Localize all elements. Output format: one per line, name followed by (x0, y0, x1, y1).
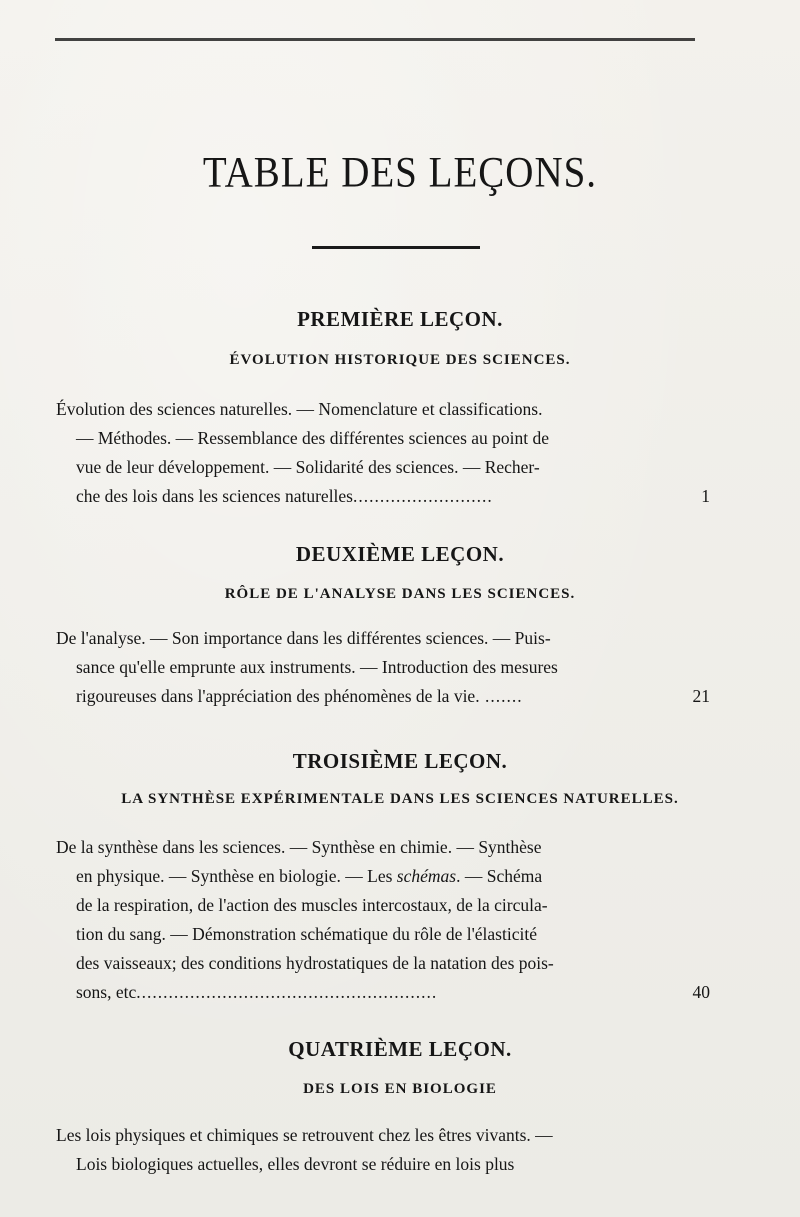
entry-line (56, 682, 710, 711)
lesson-3-entry (56, 833, 710, 1007)
entry-line: Lois biologiques actuelles, elles devront se réduire en lois plus (76, 1154, 515, 1174)
lesson-2-heading: DEUXIÈME LEÇON. (295, 542, 505, 566)
lesson-1-subheading: ÉVOLUTION HISTORIQUE DES SCIENCES. (229, 352, 571, 368)
page-number: 1 (701, 486, 710, 506)
entry-line (56, 978, 710, 1007)
entry-italic-text: schémas (396, 866, 457, 886)
leader-dots: ........................................................ (136, 982, 438, 1002)
entry-text: rigoureuses dans l'appréciation des phénomènes de la vie. (76, 686, 480, 706)
entry-line: — Méthodes. — Ressemblance des différentes sciences au point de (76, 428, 550, 448)
page-number: 21 (692, 686, 710, 706)
entry-line: De l'analyse. — Son importance dans les différentes sciences. — Puis- (56, 628, 551, 648)
lesson-4-entry (56, 1121, 710, 1179)
entry-text: sons, etc (76, 982, 137, 1002)
entry-line: des vaisseaux; des conditions hydrostatiques de la natation des pois- (76, 953, 554, 973)
entry-text: . — Schéma (456, 866, 543, 886)
page-title: TABLE DES LEÇONS. (202, 148, 598, 197)
lesson-4-heading: QUATRIÈME LEÇON. (288, 1037, 512, 1061)
lesson-1-entry (56, 395, 710, 511)
lesson-3-subheading: LA SYNTHÈSE EXPÉRIMENTALE DANS LES SCIENCES NATURELLES. (121, 791, 679, 807)
lesson-2-subheading: RÔLE DE L'ANALYSE DANS LES SCIENCES. (224, 586, 576, 602)
lesson-3-heading: TROISIÈME LEÇON. (292, 749, 508, 773)
entry-line (56, 482, 710, 511)
entry-line (56, 862, 710, 891)
title-divider (312, 246, 480, 249)
lesson-2-entry (56, 624, 710, 711)
entry-text: che des lois dans les sciences naturelles (76, 486, 353, 506)
entry-text: en physique. — Synthèse en biologie. — Les (76, 866, 393, 886)
lesson-1-heading: PREMIÈRE LEÇON. (297, 307, 503, 331)
top-rule (55, 38, 695, 41)
entry-line: sance qu'elle emprunte aux instruments. — Introduction des mesures (76, 657, 558, 677)
entry-line: Évolution des sciences naturelles. — Nomenclature et classifications. (56, 399, 543, 419)
entry-line: de la respiration, de l'action des muscles intercostaux, de la circula- (76, 895, 548, 915)
entry-line: vue de leur développement. — Solidarité des sciences. — Recher- (76, 457, 540, 477)
entry-line: tion du sang. — Démonstration schématique du rôle de l'élasticité (76, 924, 537, 944)
leader-dots: ....... (479, 686, 523, 706)
leader-dots: .......................... (353, 486, 493, 506)
entry-line: De la synthèse dans les sciences. — Synthèse en chimie. — Synthèse (56, 837, 542, 857)
page-number: 40 (692, 982, 710, 1002)
lesson-4-subheading: DES LOIS EN BIOLOGIE (303, 1081, 497, 1097)
entry-line: Les lois physiques et chimiques se retrouvent chez les êtres vivants. — (56, 1125, 553, 1145)
